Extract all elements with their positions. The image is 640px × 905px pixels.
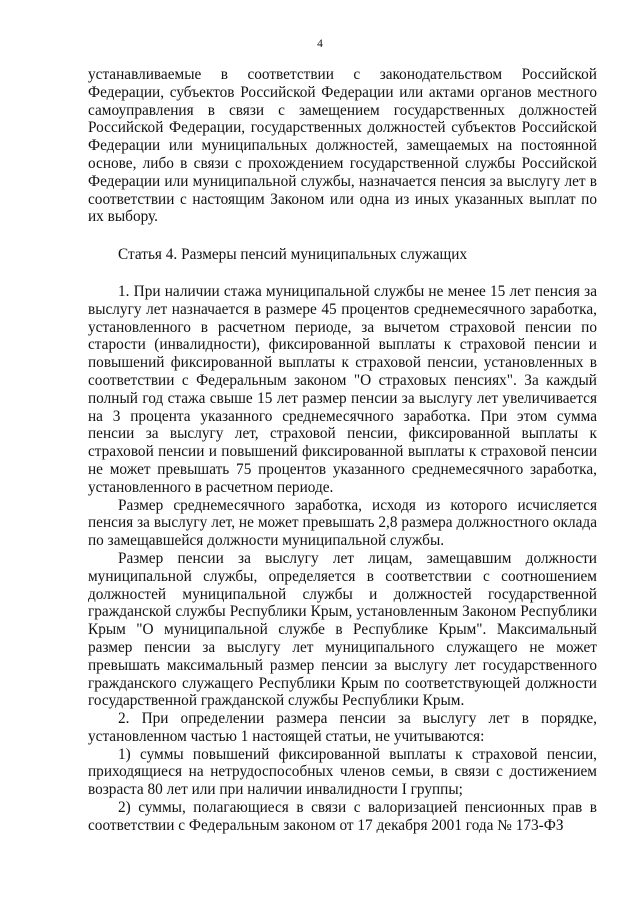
paragraph-pension-size: Размер пенсии за выслугу лет лицам, замещавшим должности муниципальной службы, определяется в соответствии с соотношением должностей муниципальной службы и должностей государственной гражданской службы Республики Крым, установленным Законом Республики Крым "О муниципальной службе в Республике Крым". Максимальный размер пенсии за выслугу лет муниципального служащего не может превышать максимальный размер пенсии за выслугу лет государственного гражданского служащего Республики Крым по соответствующей должности государственной гражданской службы Республики Крым. [88,549,597,710]
paragraph-part-1: 1. При наличии стажа муниципальной службы не менее 15 лет пенсия за выслугу лет назначается в размере 45 процентов среднемесячного заработка, установленного в расчетном периоде, за вычетом страховой пенсии по старости (инвалидности), фиксированной выплаты к страховой пенсии и повышений фиксированной выплаты к страховой пенсии, установленных в соответствии с Федеральным законом "О страховых пенсиях". За каждый полный год стажа свыше 15 лет размер пенсии за выслугу лет увеличивается на 3 процента указанного среднемесячного заработка. При этом сумма пенсии за выслугу лет, страховой пенсии, фиксированной выплаты к страховой пенсии и повышений фиксированной выплаты к страховой пенсии не может превышать 75 процентов указанного среднемесячного заработка, установленного в расчетном периоде. [88,282,597,496]
list-item-2: 2) суммы, полагающиеся в связи с валоризацией пенсионных прав в соответствии с Федеральным законом от 17 декабря 2001 года № 173-ФЗ [88,799,597,834]
article-heading: Статья 4. Размеры пенсий муниципальных служащих [118,246,468,264]
document-body [88,66,597,835]
spacer [88,226,597,246]
page-number: 4 [317,38,323,50]
paragraph-part-2: 2. При определении размера пенсии за выслугу лет в порядке, установленном частью 1 настоящей статьи, не учитываются: [88,710,597,745]
paragraph-continuation: устанавливаемые в соответствии с законодательством Российской Федерации, субъектов Российской Федерации или актами органов местного самоуправления в связи с замещением государственных должностей Российской Федерации, государственных должностей субъектов Российской Федерации или муниципальных должностей, замещаемых на постоянной основе, либо в связи с прохождением государственной службы Российской Федерации или муниципальной службы, назначается пенсия за выслугу лет в соответствии с настоящим Законом или одна из иных указанных выплат по их выбору. [88,66,597,226]
list-item-1: 1) суммы повышений фиксированной выплаты к страховой пенсии, приходящиеся на нетрудоспособных членов семьи, в связи с достижением возраста 80 лет или при наличии инвалидности I группы; [88,745,597,799]
spacer [88,264,597,283]
paragraph-average-earnings: Размер среднемесячного заработка, исходя из которого исчисляется пенсия за выслугу лет, не может превышать 2,8 размера должностного оклада по замещавшейся должности муниципальной службы. [88,496,597,550]
